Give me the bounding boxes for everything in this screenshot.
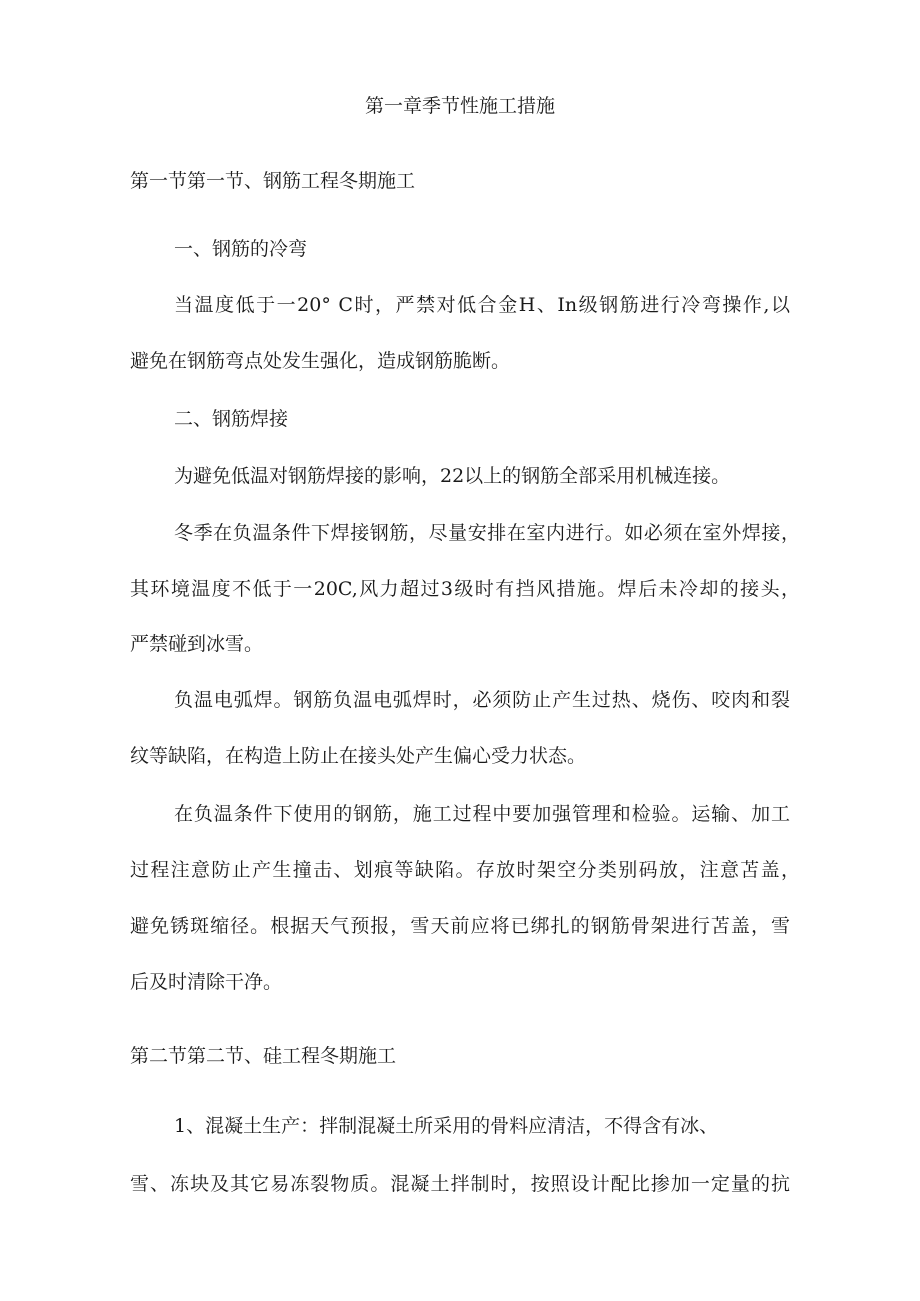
paragraph-line: 雪、冻块及其它易冻裂物质。混凝土拌制时，按照设计配比掺加一定量的抗 [130, 1173, 790, 1195]
paragraph-line: 避免在钢筋弯点处发生强化，造成钢筋脆断。 [130, 350, 511, 372]
paragraph-line: 后及时清除干净。 [130, 971, 283, 993]
paragraph-line: 避免锈斑缩径。根据天气预报，雪天前应将已绑扎的钢筋骨架进行苫盖，雪 [130, 915, 790, 937]
chapter-title: 第一章季节性施工措施 [364, 95, 555, 117]
paragraph-line: 为避免低温对钢筋焊接的影响，22以上的钢筋全部采用机械连接。 [174, 465, 731, 487]
paragraph-line: 严禁碰到冰雪。 [130, 633, 264, 655]
paragraph-line: 1、混凝土生产：拌制混凝土所采用的骨料应清洁，不得含有冰、 [174, 1115, 719, 1137]
section-heading-1: 第一节第一节、钢筋工程冬期施工 [130, 170, 416, 192]
paragraph-line: 在负温条件下使用的钢筋，施工过程中要加强管理和检验。运输、加工 [174, 803, 790, 825]
paragraph-line: 其环境温度不低于一20C,风力超过3级时有挡风措施。焊后未冷却的接头， [130, 578, 800, 600]
subheading-welding: 二、钢筋焊接 [174, 408, 289, 430]
paragraph-line: 过程注意防止产生撞击、划痕等缺陷。存放时架空分类别码放，注意苫盖， [130, 859, 800, 881]
paragraph-line: 冬季在负温条件下焊接钢筋，尽量安排在室内进行。如必须在室外焊接， [174, 522, 800, 544]
paragraph-line: 负温电弧焊。钢筋负温电弧焊时，必须防止产生过热、烧伤、咬肉和裂 [174, 689, 790, 711]
section-heading-2: 第二节第二节、硅工程冬期施工 [130, 1045, 397, 1067]
subheading-cold-bending: 一、钢筋的冷弯 [174, 238, 308, 260]
paragraph-line: 当温度低于一20° C时，严禁对低合金H、In级钢筋进行冷弯操作,以 [174, 294, 790, 316]
paragraph-line: 纹等缺陷，在构造上防止在接头处产生偏心受力状态。 [130, 745, 587, 767]
